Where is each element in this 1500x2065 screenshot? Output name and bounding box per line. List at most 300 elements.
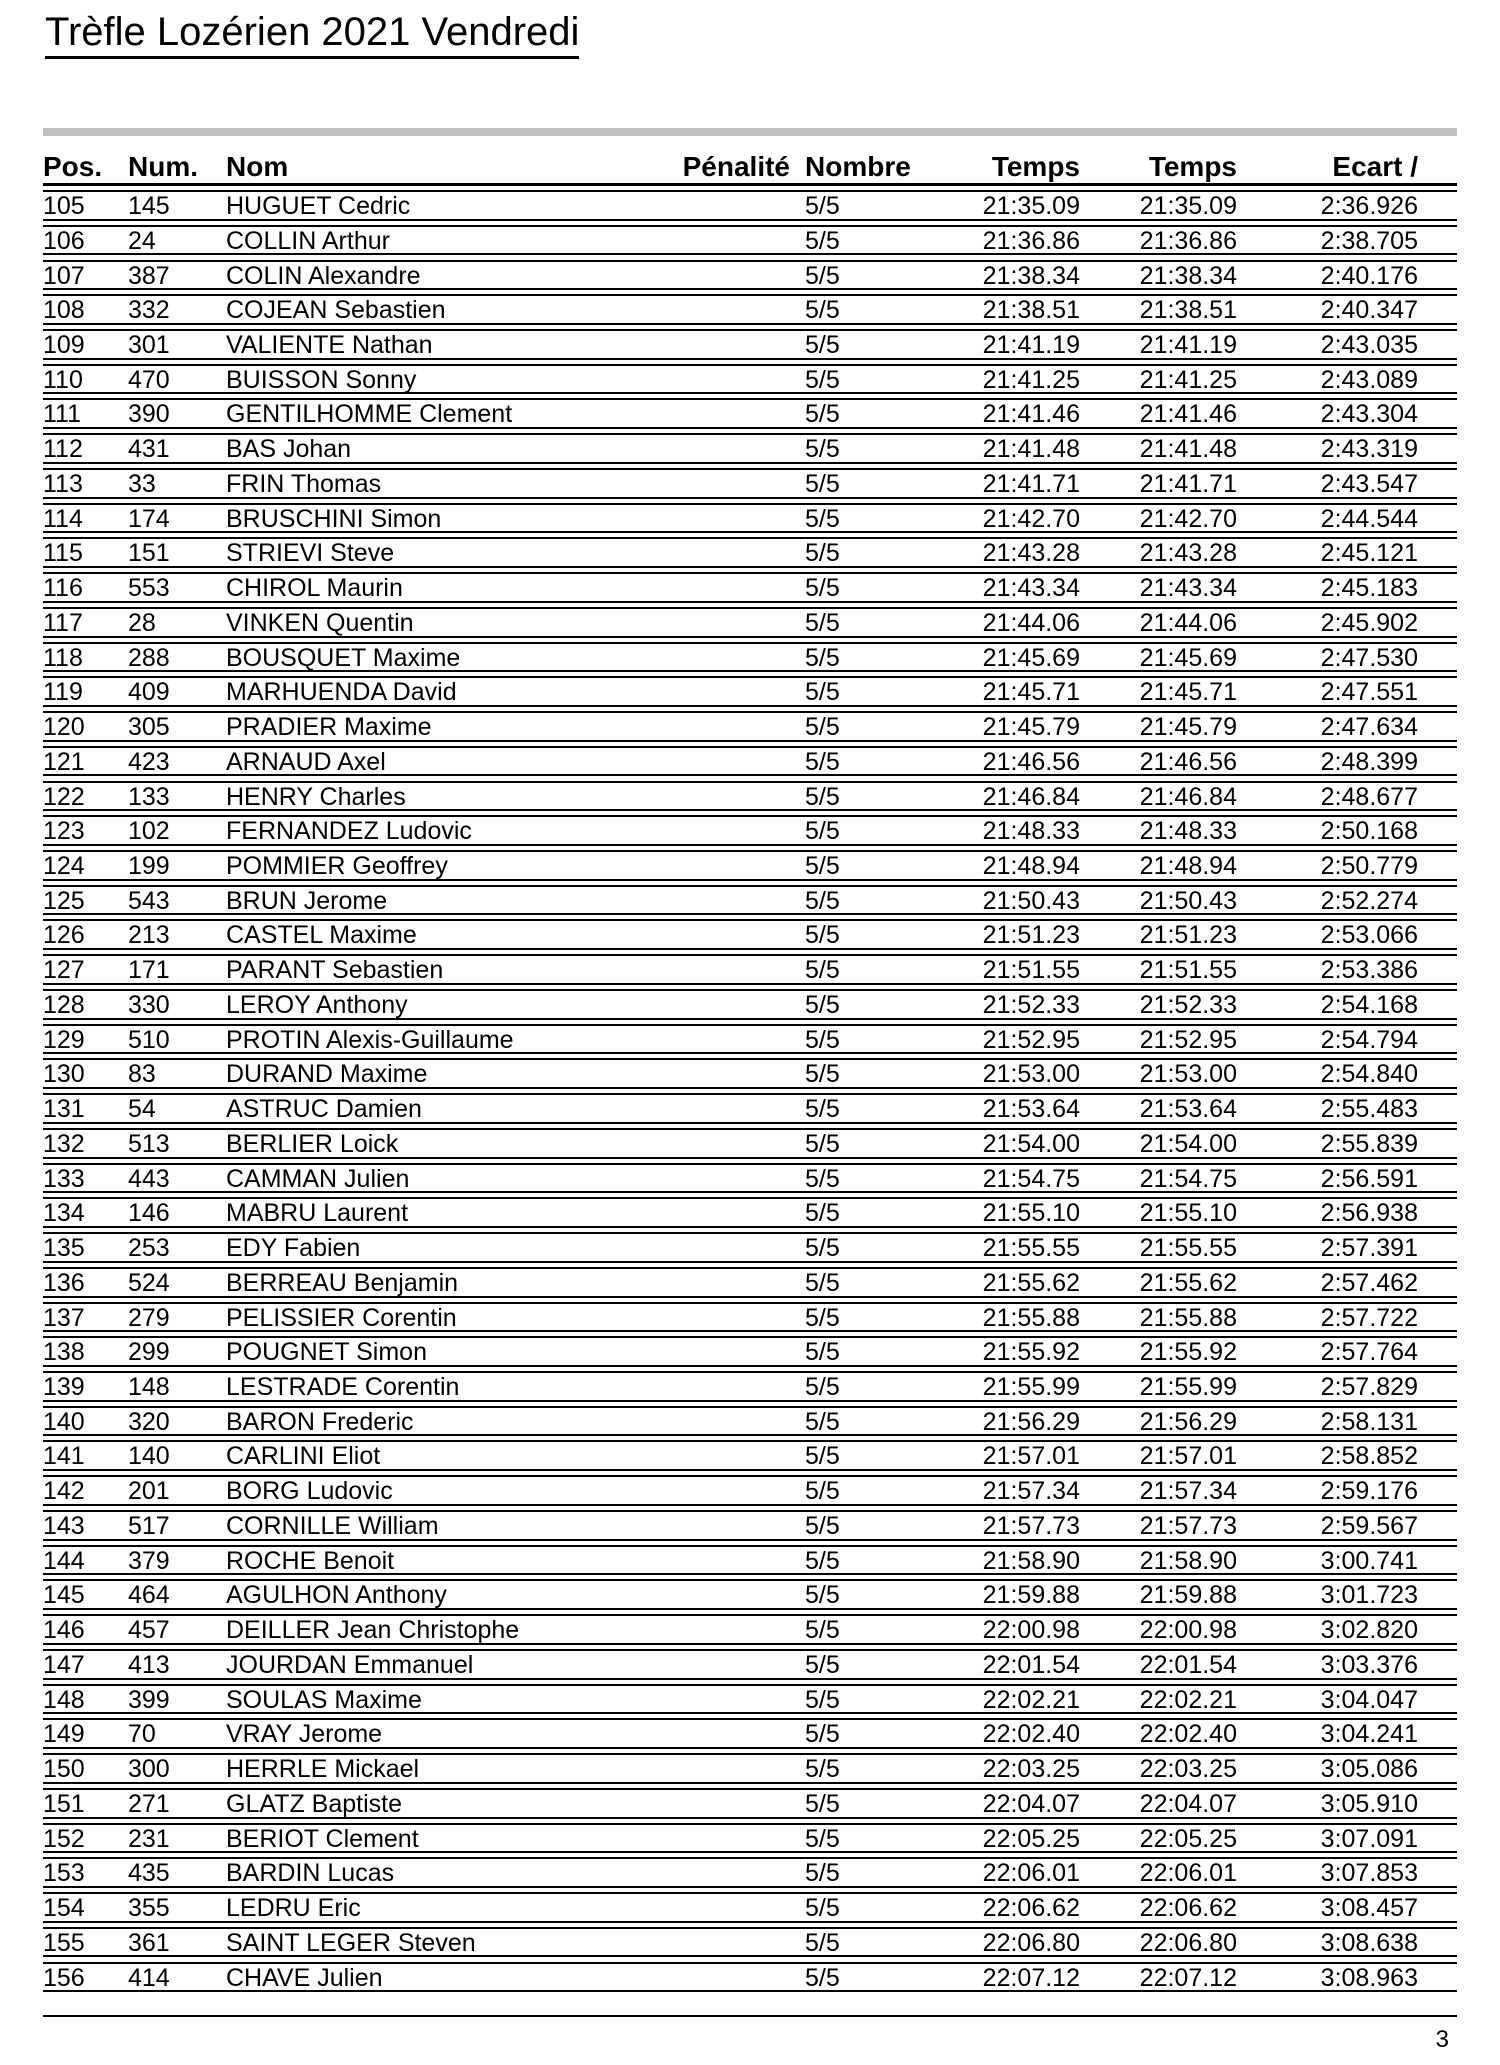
cell-temps-1: 21:41.46 — [982, 400, 1080, 429]
cell-ecart: 2:54.168 — [1320, 990, 1418, 1019]
cell-temps-1: 21:55.92 — [982, 1338, 1080, 1367]
cell-temps-2: 21:41.48 — [1139, 435, 1237, 464]
cell-temps-2: 21:45.79 — [1139, 713, 1237, 742]
table-row — [43, 1163, 1457, 1194]
cell-temps-1: 21:52.95 — [982, 1025, 1080, 1054]
cell-pos: 153 — [43, 1859, 85, 1888]
cell-num: 330 — [128, 990, 170, 1019]
column-header-temps-2: Temps — [1148, 150, 1237, 182]
cell-nombre: 5/5 — [805, 574, 840, 603]
cell-nombre: 5/5 — [805, 1824, 840, 1853]
cell-temps-1: 21:51.23 — [982, 921, 1080, 950]
cell-temps-1: 21:41.48 — [982, 435, 1080, 464]
cell-num: 199 — [128, 852, 170, 880]
results-table — [43, 150, 1457, 1992]
cell-temps-1: 21:57.34 — [982, 1477, 1080, 1506]
cell-temps-1: 21:55.99 — [982, 1373, 1080, 1402]
table-row — [43, 468, 1457, 499]
cell-ecart: 2:43.319 — [1320, 435, 1418, 464]
cell-nom: ASTRUC Damien — [226, 1095, 422, 1124]
cell-nom: BARDIN Lucas — [226, 1859, 395, 1888]
cell-temps-2: 21:57.73 — [1139, 1511, 1237, 1540]
footer-rule — [43, 2015, 1457, 2017]
cell-ecart: 3:05.086 — [1320, 1755, 1418, 1784]
cell-pos: 134 — [43, 1199, 85, 1228]
cell-temps-1: 22:02.40 — [982, 1720, 1080, 1749]
cell-temps-1: 21:44.06 — [982, 608, 1080, 637]
cell-pos: 129 — [43, 1025, 85, 1054]
cell-ecart: 2:59.176 — [1320, 1477, 1418, 1506]
cell-nombre: 5/5 — [805, 1025, 840, 1054]
cell-nom: HERRLE Mickael — [226, 1755, 420, 1784]
cell-temps-2: 22:02.21 — [1139, 1685, 1237, 1714]
cell-nombre: 5/5 — [805, 192, 840, 221]
cell-nom: BERREAU Benjamin — [226, 1268, 459, 1297]
cell-pos: 127 — [43, 956, 85, 985]
table-row — [43, 1093, 1457, 1124]
table-row — [43, 1128, 1457, 1159]
cell-ecart: 2:47.551 — [1320, 678, 1418, 707]
cell-ecart: 3:04.241 — [1320, 1720, 1418, 1749]
header-divider-bar — [43, 128, 1457, 136]
table-row — [43, 1579, 1457, 1610]
cell-pos: 130 — [43, 1060, 85, 1089]
cell-num: 83 — [128, 1060, 156, 1089]
cell-num: 457 — [128, 1616, 170, 1645]
cell-num: 288 — [128, 643, 170, 672]
cell-ecart: 3:07.091 — [1320, 1824, 1418, 1853]
cell-pos: 136 — [43, 1268, 85, 1297]
cell-num: 413 — [128, 1650, 170, 1679]
cell-num: 414 — [128, 1963, 170, 1992]
cell-nom: BOUSQUET Maxime — [226, 643, 461, 672]
cell-nom: FRIN Thomas — [226, 469, 382, 498]
cell-temps-2: 22:00.98 — [1139, 1616, 1237, 1645]
cell-temps-1: 21:48.94 — [982, 852, 1080, 880]
cell-temps-2: 21:42.70 — [1139, 504, 1237, 533]
cell-temps-2: 21:50.43 — [1139, 886, 1237, 915]
cell-pos: 118 — [43, 643, 83, 672]
cell-nombre: 5/5 — [805, 1616, 840, 1645]
cell-nombre: 5/5 — [805, 296, 840, 325]
cell-nombre: 5/5 — [805, 817, 840, 846]
table-row — [43, 989, 1457, 1020]
cell-temps-1: 21:50.43 — [982, 886, 1080, 915]
table-row — [43, 537, 1457, 568]
cell-nombre: 5/5 — [805, 1755, 840, 1784]
table-row — [43, 398, 1457, 429]
cell-temps-1: 21:54.75 — [982, 1164, 1080, 1193]
cell-nombre: 5/5 — [805, 1234, 840, 1263]
cell-nombre: 5/5 — [805, 226, 840, 255]
cell-nombre: 5/5 — [805, 1894, 840, 1923]
cell-temps-2: 21:58.90 — [1139, 1546, 1237, 1575]
cell-temps-2: 21:55.99 — [1139, 1373, 1237, 1402]
cell-temps-2: 21:53.00 — [1139, 1060, 1237, 1089]
cell-temps-2: 21:55.62 — [1139, 1268, 1237, 1297]
cell-temps-1: 21:35.09 — [982, 192, 1080, 221]
cell-num: 510 — [128, 1025, 170, 1054]
cell-temps-2: 21:46.84 — [1139, 782, 1237, 811]
cell-nom: CAMMAN Julien — [226, 1164, 410, 1193]
cell-temps-2: 22:03.25 — [1139, 1755, 1237, 1784]
table-row — [43, 746, 1457, 777]
cell-temps-1: 22:06.01 — [982, 1859, 1080, 1888]
cell-nombre: 5/5 — [805, 261, 840, 290]
cell-num: 361 — [128, 1928, 170, 1957]
cell-num: 300 — [128, 1755, 170, 1784]
cell-ecart: 2:57.764 — [1320, 1338, 1418, 1367]
cell-num: 543 — [128, 886, 170, 915]
cell-temps-1: 22:00.98 — [982, 1616, 1080, 1645]
cell-ecart: 2:48.399 — [1320, 747, 1418, 776]
table-header-row — [43, 150, 1457, 186]
table-row — [43, 1302, 1457, 1333]
cell-ecart: 2:50.168 — [1320, 817, 1418, 846]
cell-nom: ARNAUD Axel — [226, 747, 386, 776]
cell-num: 271 — [128, 1789, 170, 1818]
table-row — [43, 572, 1457, 603]
table-row — [43, 781, 1457, 812]
cell-ecart: 2:45.183 — [1320, 574, 1418, 603]
cell-temps-2: 21:41.46 — [1139, 400, 1237, 429]
cell-temps-2: 21:59.88 — [1139, 1581, 1237, 1610]
cell-num: 435 — [128, 1859, 170, 1888]
cell-nom: CORNILLE William — [226, 1511, 439, 1540]
cell-pos: 150 — [43, 1755, 85, 1784]
table-row — [43, 1753, 1457, 1784]
cell-num: 409 — [128, 678, 170, 707]
cell-num: 464 — [128, 1581, 170, 1610]
table-row — [43, 1058, 1457, 1089]
cell-pos: 133 — [43, 1164, 85, 1193]
cell-nom: COLLIN Arthur — [226, 226, 390, 255]
cell-pos: 144 — [43, 1546, 85, 1575]
table-row — [43, 1788, 1457, 1819]
table-row — [43, 954, 1457, 985]
cell-pos: 148 — [43, 1685, 85, 1714]
column-header-penalite: Pénalité — [682, 150, 790, 182]
cell-pos: 141 — [43, 1442, 85, 1471]
cell-nombre: 5/5 — [805, 1685, 840, 1714]
cell-nom: MABRU Laurent — [226, 1199, 409, 1228]
column-header-num: Num. — [128, 150, 198, 182]
cell-nom: ROCHE Benoit — [226, 1546, 395, 1575]
cell-pos: 125 — [43, 886, 85, 915]
cell-temps-1: 22:05.25 — [982, 1824, 1080, 1853]
cell-nom: CASTEL Maxime — [226, 921, 417, 950]
cell-temps-1: 22:02.21 — [982, 1685, 1080, 1714]
cell-temps-1: 21:56.29 — [982, 1407, 1080, 1436]
cell-ecart: 2:57.829 — [1320, 1373, 1418, 1402]
cell-num: 443 — [128, 1164, 170, 1193]
cell-pos: 115 — [43, 539, 83, 568]
cell-temps-2: 22:06.80 — [1139, 1928, 1237, 1957]
cell-ecart: 2:57.391 — [1320, 1234, 1418, 1263]
cell-temps-1: 21:41.19 — [982, 330, 1080, 359]
cell-pos: 128 — [43, 990, 85, 1019]
cell-nombre: 5/5 — [805, 1303, 840, 1332]
table-row — [43, 711, 1457, 742]
cell-num: 33 — [128, 469, 156, 498]
cell-ecart: 2:56.591 — [1320, 1164, 1418, 1193]
cell-nom: AGULHON Anthony — [226, 1581, 447, 1610]
cell-temps-1: 21:53.00 — [982, 1060, 1080, 1089]
cell-temps-1: 21:58.90 — [982, 1546, 1080, 1575]
cell-nom: VINKEN Quentin — [226, 608, 414, 637]
cell-num: 213 — [128, 921, 170, 950]
cell-ecart: 2:36.926 — [1320, 192, 1418, 221]
table-row — [43, 433, 1457, 464]
cell-nom: PROTIN Alexis-Guillaume — [226, 1025, 514, 1054]
cell-nombre: 5/5 — [805, 1963, 840, 1992]
cell-nom: BARON Frederic — [226, 1407, 414, 1436]
table-row — [43, 885, 1457, 916]
cell-num: 423 — [128, 747, 170, 776]
cell-pos: 124 — [43, 852, 85, 880]
cell-pos: 155 — [43, 1928, 85, 1957]
cell-temps-1: 21:59.88 — [982, 1581, 1080, 1610]
cell-temps-1: 21:55.10 — [982, 1199, 1080, 1228]
cell-pos: 119 — [43, 678, 83, 707]
cell-temps-2: 21:35.09 — [1139, 192, 1237, 221]
table-row — [43, 676, 1457, 707]
cell-ecart: 2:45.902 — [1320, 608, 1418, 637]
cell-temps-1: 21:45.71 — [982, 678, 1080, 707]
cell-pos: 120 — [43, 713, 85, 742]
table-row — [43, 1649, 1457, 1680]
table-row — [43, 1892, 1457, 1923]
cell-nom: BERIOT Clement — [226, 1824, 419, 1853]
cell-ecart: 2:57.722 — [1320, 1303, 1418, 1332]
cell-temps-1: 21:45.69 — [982, 643, 1080, 672]
cell-num: 524 — [128, 1268, 170, 1297]
cell-nombre: 5/5 — [805, 956, 840, 985]
cell-nombre: 5/5 — [805, 608, 840, 637]
cell-nom: POMMIER Geoffrey — [226, 852, 448, 880]
cell-num: 305 — [128, 713, 170, 742]
cell-ecart: 3:08.457 — [1320, 1894, 1418, 1923]
cell-pos: 137 — [43, 1303, 85, 1332]
column-header-nombre: Nombre — [805, 150, 911, 182]
cell-nom: CHAVE Julien — [226, 1963, 383, 1992]
cell-temps-2: 22:05.25 — [1139, 1824, 1237, 1853]
cell-temps-1: 22:04.07 — [982, 1789, 1080, 1818]
cell-pos: 121 — [43, 747, 85, 776]
table-row — [43, 1545, 1457, 1576]
cell-ecart: 2:56.938 — [1320, 1199, 1418, 1228]
cell-nom: PRADIER Maxime — [226, 713, 432, 742]
cell-ecart: 3:00.741 — [1320, 1546, 1418, 1575]
cell-temps-2: 21:38.51 — [1139, 296, 1237, 325]
cell-nom: HENRY Charles — [226, 782, 406, 811]
cell-nombre: 5/5 — [805, 713, 840, 742]
cell-pos: 135 — [43, 1234, 85, 1263]
cell-nom: LESTRADE Corentin — [226, 1373, 460, 1402]
cell-temps-1: 22:01.54 — [982, 1650, 1080, 1679]
cell-num: 133 — [128, 782, 170, 811]
table-row — [43, 1475, 1457, 1506]
cell-temps-2: 21:45.71 — [1139, 678, 1237, 707]
cell-ecart: 2:47.530 — [1320, 643, 1418, 672]
cell-ecart: 3:01.723 — [1320, 1581, 1418, 1610]
cell-num: 513 — [128, 1129, 170, 1158]
cell-temps-1: 21:41.25 — [982, 365, 1080, 394]
cell-nom: GENTILHOMME Clement — [226, 400, 513, 429]
cell-pos: 106 — [43, 226, 85, 255]
table-row — [43, 1684, 1457, 1715]
cell-pos: 131 — [43, 1095, 85, 1124]
cell-nom: DURAND Maxime — [226, 1060, 428, 1089]
cell-nom: POUGNET Simon — [226, 1338, 427, 1367]
results-table-body — [43, 190, 1457, 1992]
cell-nom: EDY Fabien — [226, 1234, 361, 1263]
cell-temps-1: 22:07.12 — [982, 1963, 1080, 1992]
cell-num: 24 — [128, 226, 156, 255]
cell-ecart: 3:07.853 — [1320, 1859, 1418, 1888]
cell-nom: COJEAN Sebastien — [226, 296, 446, 325]
cell-nombre: 5/5 — [805, 747, 840, 776]
cell-pos: 105 — [43, 192, 85, 221]
cell-temps-2: 21:46.56 — [1139, 747, 1237, 776]
cell-pos: 111 — [43, 400, 82, 429]
cell-num: 102 — [128, 817, 170, 846]
cell-pos: 123 — [43, 817, 85, 846]
cell-num: 28 — [128, 608, 156, 637]
cell-ecart: 2:55.839 — [1320, 1129, 1418, 1158]
cell-temps-2: 21:41.25 — [1139, 365, 1237, 394]
table-row — [43, 1197, 1457, 1228]
cell-ecart: 2:48.677 — [1320, 782, 1418, 811]
cell-pos: 145 — [43, 1581, 85, 1610]
cell-num: 299 — [128, 1338, 170, 1367]
cell-ecart: 2:43.089 — [1320, 365, 1418, 394]
cell-nombre: 5/5 — [805, 504, 840, 533]
cell-num: 54 — [128, 1095, 156, 1124]
cell-num: 379 — [128, 1546, 170, 1575]
cell-num: 332 — [128, 296, 170, 325]
cell-num: 140 — [128, 1442, 170, 1471]
cell-temps-2: 22:02.40 — [1139, 1720, 1237, 1749]
column-header-ecart: Ecart / — [1332, 150, 1418, 182]
cell-temps-1: 21:54.00 — [982, 1129, 1080, 1158]
cell-pos: 138 — [43, 1338, 85, 1367]
cell-nombre: 5/5 — [805, 1129, 840, 1158]
cell-ecart: 2:58.131 — [1320, 1407, 1418, 1436]
cell-ecart: 2:43.547 — [1320, 469, 1418, 498]
cell-nom: STRIEVI Steve — [226, 539, 395, 568]
table-row — [43, 1232, 1457, 1263]
cell-num: 301 — [128, 330, 170, 359]
table-row — [43, 1927, 1457, 1958]
cell-temps-2: 21:45.69 — [1139, 643, 1237, 672]
cell-nom: LEROY Anthony — [226, 990, 408, 1019]
cell-num: 399 — [128, 1685, 170, 1714]
cell-pos: 154 — [43, 1894, 85, 1923]
cell-ecart: 2:40.347 — [1320, 296, 1418, 325]
cell-nom: JOURDAN Emmanuel — [226, 1650, 474, 1679]
table-row — [43, 1267, 1457, 1298]
cell-ecart: 2:59.567 — [1320, 1511, 1418, 1540]
cell-temps-1: 21:55.62 — [982, 1268, 1080, 1297]
cell-nombre: 5/5 — [805, 400, 840, 429]
cell-pos: 117 — [43, 608, 83, 637]
cell-ecart: 2:43.035 — [1320, 330, 1418, 359]
cell-ecart: 2:53.066 — [1320, 921, 1418, 950]
cell-pos: 140 — [43, 1407, 85, 1436]
cell-temps-1: 21:42.70 — [982, 504, 1080, 533]
cell-pos: 142 — [43, 1477, 85, 1506]
cell-ecart: 2:54.794 — [1320, 1025, 1418, 1054]
cell-nom: SAINT LEGER Steven — [226, 1928, 476, 1957]
cell-ecart: 3:08.638 — [1320, 1928, 1418, 1957]
table-row — [43, 1510, 1457, 1541]
cell-temps-1: 21:57.01 — [982, 1442, 1080, 1471]
cell-ecart: 2:45.121 — [1320, 539, 1418, 568]
cell-ecart: 2:57.462 — [1320, 1268, 1418, 1297]
cell-nombre: 5/5 — [805, 1095, 840, 1124]
cell-num: 231 — [128, 1824, 170, 1853]
cell-temps-2: 21:56.29 — [1139, 1407, 1237, 1436]
cell-pos: 149 — [43, 1720, 85, 1749]
cell-temps-1: 21:51.55 — [982, 956, 1080, 985]
cell-temps-1: 21:45.79 — [982, 713, 1080, 742]
cell-nom: CHIROL Maurin — [226, 574, 403, 603]
cell-nombre: 5/5 — [805, 435, 840, 464]
cell-ecart: 3:05.910 — [1320, 1789, 1418, 1818]
cell-num: 320 — [128, 1407, 170, 1436]
table-row — [43, 503, 1457, 534]
cell-num: 151 — [128, 539, 170, 568]
cell-ecart: 2:58.852 — [1320, 1442, 1418, 1471]
cell-nom: COLIN Alexandre — [226, 261, 421, 290]
cell-num: 201 — [128, 1477, 170, 1506]
cell-nom: CARLINI Eliot — [226, 1442, 381, 1471]
cell-nom: GLATZ Baptiste — [226, 1789, 402, 1818]
table-row — [43, 260, 1457, 291]
cell-nom: MARHUENDA David — [226, 678, 457, 707]
cell-temps-2: 21:43.28 — [1139, 539, 1237, 568]
cell-nombre: 5/5 — [805, 1164, 840, 1193]
cell-temps-2: 21:48.94 — [1139, 852, 1237, 880]
cell-temps-2: 21:54.75 — [1139, 1164, 1237, 1193]
table-row — [43, 1857, 1457, 1888]
cell-ecart: 3:03.376 — [1320, 1650, 1418, 1679]
cell-nom: BERLIER Loick — [226, 1129, 399, 1158]
cell-nom: BAS Johan — [226, 435, 352, 464]
cell-ecart: 3:08.963 — [1320, 1963, 1418, 1992]
cell-nombre: 5/5 — [805, 852, 840, 880]
cell-num: 279 — [128, 1303, 170, 1332]
cell-pos: 132 — [43, 1129, 85, 1158]
cell-temps-1: 21:43.34 — [982, 574, 1080, 603]
cell-num: 387 — [128, 261, 170, 290]
cell-pos: 126 — [43, 921, 85, 950]
table-row — [43, 1823, 1457, 1854]
cell-temps-2: 21:54.00 — [1139, 1129, 1237, 1158]
cell-num: 517 — [128, 1511, 170, 1540]
cell-temps-1: 21:57.73 — [982, 1511, 1080, 1540]
cell-pos: 114 — [43, 504, 83, 533]
cell-nombre: 5/5 — [805, 1511, 840, 1540]
cell-temps-2: 21:36.86 — [1139, 226, 1237, 255]
cell-temps-2: 21:52.95 — [1139, 1025, 1237, 1054]
table-row — [43, 364, 1457, 395]
cell-temps-1: 21:53.64 — [982, 1095, 1080, 1124]
cell-temps-1: 21:36.86 — [982, 226, 1080, 255]
cell-ecart: 2:38.705 — [1320, 226, 1418, 255]
cell-pos: 108 — [43, 296, 85, 325]
